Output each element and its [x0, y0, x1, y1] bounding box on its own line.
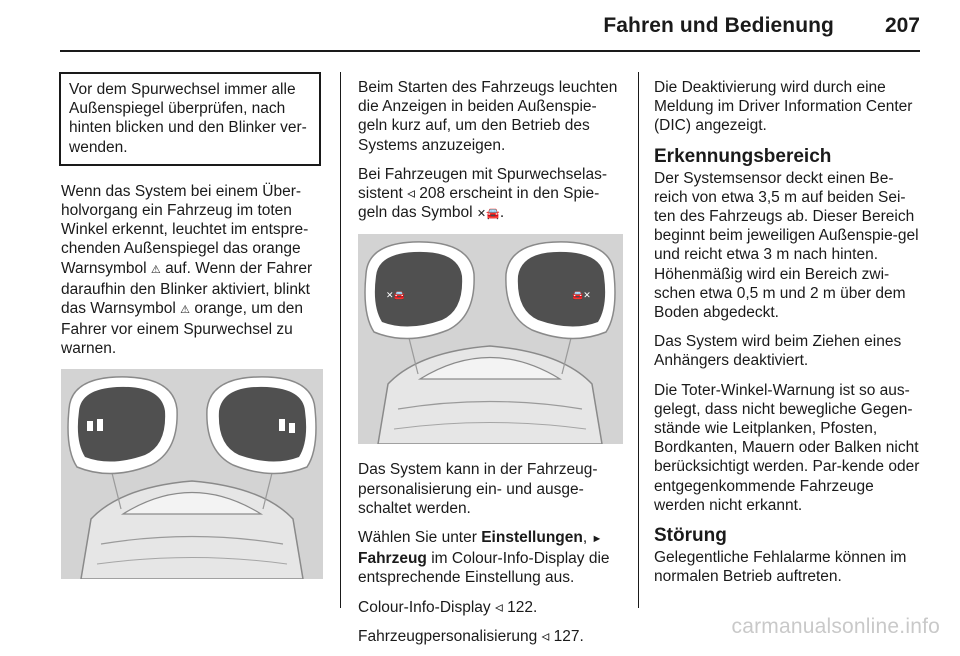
col1-para1-part3: orange, um den Fahrer vor einem Spurwechsel zu warnen.: [61, 300, 303, 358]
page-reference-arrow-icon: ◃: [541, 627, 550, 645]
lane-change-symbol-icon: ✕🚘: [476, 208, 500, 221]
column-2: [358, 78, 623, 656]
page-number: 207: [884, 14, 920, 37]
col3-paragraph-4: Die Toter-Winkel-Warnung ist so aus-gelegt, dass nicht bewegliche Gegen-stände wie Leitplanken, Pfosten, Bordkanten, Mauern oder Balken nicht berücksichtigt werden. Par-kende oder entgegenkommende Fahrzeuge werden nicht erkannt.: [654, 381, 920, 514]
col2-reference-1: [358, 598, 623, 617]
section-heading-stoerung: Störung: [654, 525, 727, 547]
ref1-label: Colour-Info-Display: [358, 598, 491, 616]
col2-para2-part1: Bei Fahrzeugen mit Spurwechselas-sistent: [358, 165, 607, 203]
col2-para4-part1: Wählen Sie unter: [358, 529, 477, 547]
mirror-illustration-1-svg: [61, 369, 323, 579]
column-3: [654, 78, 922, 596]
notice-box: [59, 72, 321, 166]
column-divider-2: [638, 72, 639, 608]
col2-reference-2: [358, 627, 623, 646]
mirror-illustration-2: [358, 234, 623, 444]
page-header-title: Fahren und Bedienung: [603, 14, 834, 37]
col2-paragraph-2: Bei Fahrzeugen mit Spurwechselas-sistent ◃ 208 erscheint in den Spie-geln das Symbol ✕🚘.: [358, 165, 607, 222]
svg-text:✕🚘: ✕🚘: [386, 291, 405, 302]
column-1: [61, 78, 323, 579]
section-heading-erkennungsbereich: Erkennungsbereich: [654, 145, 832, 167]
ref1-page: 122.: [507, 598, 538, 616]
col3-paragraph-2: Der Systemsensor deckt einen Be-reich von etwa 3,5 m auf beiden Sei-ten des Fahrzeugs ab. Dieser Bereich beginnt beim jeweiligen Außenspie-gel und reicht etwa 3 m nach hinten. Höhenmäßig wird ein Bereich zwi-schen etwa 0,5 m und 2 m über dem Boden abgedeckt.: [654, 169, 919, 322]
col2-paragraph-1: Beim Starten des Fahrzeugs leuchten die Anzeigen in beiden Außenspie-geln kurz auf, um den Betrieb des Systems anzuzeigen.: [358, 79, 618, 154]
page-reference-arrow-icon: ◃: [407, 185, 415, 203]
col2-para2-part2: erscheint in den Spie-geln das Symbol: [358, 185, 600, 222]
col3-paragraph-3: Das System wird beim Ziehen eines Anhängers deaktiviert.: [654, 333, 902, 370]
header-rule: [60, 50, 920, 52]
menu-term-fahrzeug: Fahrzeug: [358, 550, 427, 568]
ref2-page: 127.: [553, 627, 584, 645]
col1-para1-part2: auf. Wenn der Fahrer daraufhin den Blinker aktiviert, blinkt das Warnsymbol: [61, 259, 313, 318]
mirror-illustration-2-svg: [358, 234, 623, 444]
menu-arrow-icon: ►: [591, 533, 603, 546]
col2-para2-ref: 208: [419, 185, 446, 203]
col2-para4-part2: im Colour-Info-Display die entsprechende Einstellung aus.: [358, 550, 610, 587]
col2-paragraph-4: Wählen Sie unter Einstellungen, ► Fahrzeug im Colour-Info-Display die entsprechende Einstellung aus.: [358, 529, 610, 587]
col1-paragraph: [61, 182, 323, 359]
warning-symbol-icon: ⚠︎: [150, 263, 161, 276]
menu-term-einstellungen: Einstellungen: [481, 529, 583, 547]
column-divider-1: [340, 72, 341, 608]
mirror-illustration-1: [61, 369, 323, 579]
col3-paragraph-5: Gelegentliche Fehlalarme können im normalen Betrieb auftreten.: [654, 549, 907, 586]
warning-symbol-icon: ⚠︎: [180, 304, 191, 317]
col1-para1-part1: Wenn das System bei einem Über-holvorgang ein Fahrzeug im toten Winkel erkennt, leuchtet im entspre-chenden Außenspiegel das orange Warnsymbol: [61, 182, 309, 277]
col3-paragraph-1: Die Deaktivierung wird durch eine Meldung im Driver Information Center (DIC) angezeigt.: [654, 79, 913, 135]
page-reference-arrow-icon: ◃: [494, 598, 503, 616]
notice-text: Vor dem Spurwechsel immer alle Außenspiegel überprüfen, nach hinten blicken und den Blinker ver-wenden.: [69, 81, 307, 156]
watermark: carmanualsonline.info: [731, 615, 940, 638]
ref2-label: Fahrzeugpersonalisierung: [358, 627, 538, 645]
svg-text:🚘✕: 🚘✕: [572, 291, 591, 302]
col2-paragraph-3: Das System kann in der Fahrzeug-personalisierung ein- und ausge-schaltet werden.: [358, 461, 598, 517]
